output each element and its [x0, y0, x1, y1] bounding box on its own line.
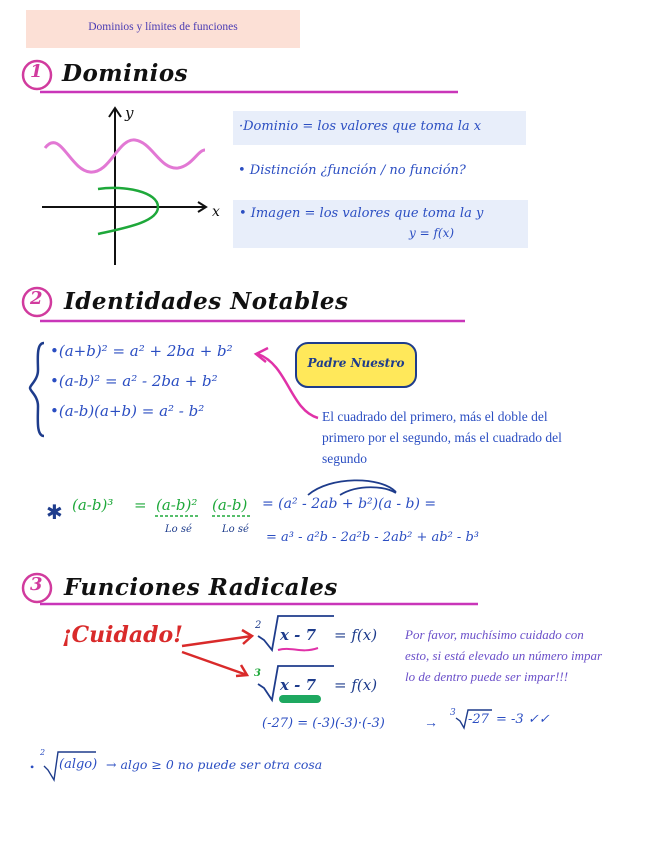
cube-result: = a³ - a²b - 2a²b - 2ab² + ab² - b³ — [266, 530, 479, 545]
example-root: -27 — [468, 712, 489, 727]
note-imagen-fx: y = f(x) — [409, 226, 455, 240]
note-imagen: • Imagen = los valores que toma la y — [239, 206, 484, 221]
function-curve — [45, 140, 205, 172]
section-3-number: 3 — [30, 574, 44, 595]
odd-root-highlight — [279, 695, 321, 703]
badge-label: Padre Nuestro — [307, 356, 405, 370]
section-1-title: Dominios — [62, 60, 189, 87]
even-root-fx: = f(x) — [334, 626, 378, 644]
explanation-text: El cuadrado del primero, más el doble del primero por el segundo, más el cuadrado del segundo — [322, 409, 562, 466]
star-icon: ✱ — [46, 502, 63, 524]
rule-text: → algo ≥ 0 no puede ser otra cosa — [106, 757, 323, 772]
example-lhs: (-27) = (-3)(-3)·(-3) — [262, 716, 385, 731]
formula-square-sum: •(a+b)² = a² + 2ba + b² — [50, 342, 233, 360]
odd-root-index: 3 — [254, 668, 261, 679]
cube-part-1: (a-b)² — [156, 496, 198, 514]
arrow-to-even-root — [182, 636, 252, 646]
y-axis-label: y — [125, 104, 134, 122]
even-root-index: 2 — [255, 620, 262, 631]
note-dominio-box — [233, 111, 526, 145]
example-arrow: → — [424, 716, 438, 731]
example-root-index: 3 — [450, 708, 456, 718]
warning-note: Por favor, muchísimo cuidado con esto, si está elevado un número impar lo de dentro puede ser impar!!! — [405, 627, 603, 684]
odd-root-fx: = f(x) — [334, 676, 378, 694]
section-2-title: Identidades Notables — [64, 288, 349, 315]
rule-radicand: (algo) — [59, 757, 98, 772]
note-lo-se-1: Lo sé — [165, 524, 192, 535]
warning-label: ¡Cuidado! — [62, 622, 183, 648]
rule-bullet: • — [30, 760, 35, 774]
x-axis-label: x — [212, 204, 220, 220]
example-result: = -3 ✓✓ — [496, 712, 550, 727]
note-lo-se-2: Lo sé — [222, 524, 249, 535]
note-distincion: • Distinción ¿función / no función? — [238, 163, 466, 178]
rule-root-index: 2 — [40, 748, 46, 757]
page-title: Dominios y límites de funciones — [88, 21, 238, 33]
cube-lhs: (a-b)³ — [72, 496, 114, 514]
non-function-curve — [98, 188, 158, 234]
formula-diff-squares: •(a-b)(a+b) = a² - b² — [50, 402, 205, 420]
even-root-radicand: x - 7 — [280, 626, 317, 644]
cube-part-2: (a-b) — [212, 496, 248, 514]
note-dominio: ·Dominio = los valores que toma la x — [239, 119, 482, 134]
odd-root-radicand: x - 7 — [280, 676, 317, 694]
distribute-arrow-2 — [340, 487, 396, 495]
note-imagen-box — [233, 200, 528, 248]
section-2-number: 2 — [30, 288, 44, 309]
section-3-title: Funciones Radicales — [64, 574, 338, 601]
cube-rhs: = (a² - 2ab + b²)(a - b) = — [262, 496, 437, 512]
cube-eq: = — [134, 496, 147, 514]
arrow-to-odd-root — [182, 652, 247, 675]
formulas-brace — [30, 343, 44, 436]
section-1-number: 1 — [30, 61, 44, 82]
formula-square-diff: •(a-b)² = a² - 2ba + b² — [50, 372, 218, 390]
